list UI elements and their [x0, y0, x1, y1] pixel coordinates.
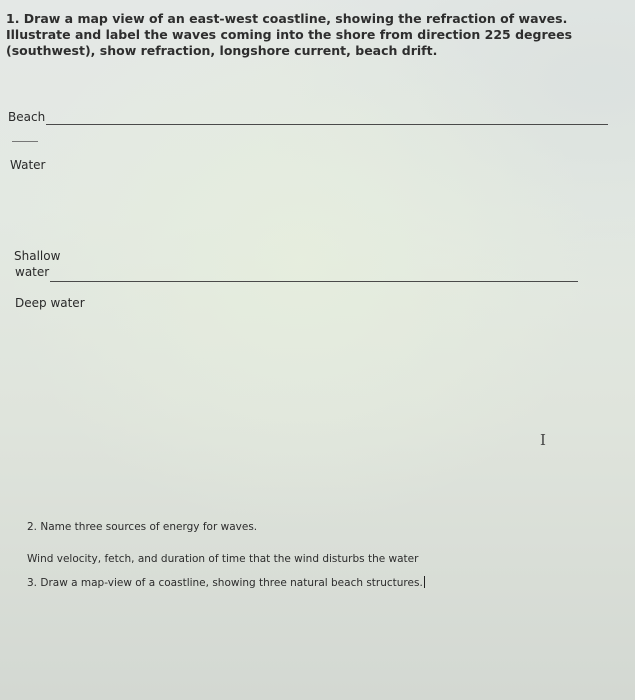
shallow-water-line	[50, 281, 578, 282]
shallow-water-label-line2: water	[15, 265, 50, 279]
shallow-water-label-line1: Shallow	[14, 249, 61, 263]
question-2-text: 2. Name three sources of energy for waves.	[27, 521, 258, 533]
answer-2-text[interactable]: Wind velocity, fetch, and duration of time that the wind disturbs the water	[27, 553, 419, 565]
beach-line	[46, 124, 608, 125]
text-cursor-icon: I	[540, 431, 546, 449]
question-1-text: 1. Draw a map view of an east-west coastline, showing the refraction of waves. Illustrate and label the waves coming into the shore from direction 225 degrees (southwest), show refraction, longshore current, beach drift.	[6, 11, 573, 58]
short-dash-mark	[12, 141, 38, 142]
question-3-label: 3. Draw a map-view of a coastline, showing three natural beach structures.	[27, 577, 423, 589]
water-label: Water	[10, 158, 46, 172]
text-caret	[424, 576, 425, 588]
deep-water-label: Deep water	[15, 296, 85, 310]
beach-label: Beach	[8, 110, 46, 124]
question-3-text[interactable]	[27, 576, 425, 590]
